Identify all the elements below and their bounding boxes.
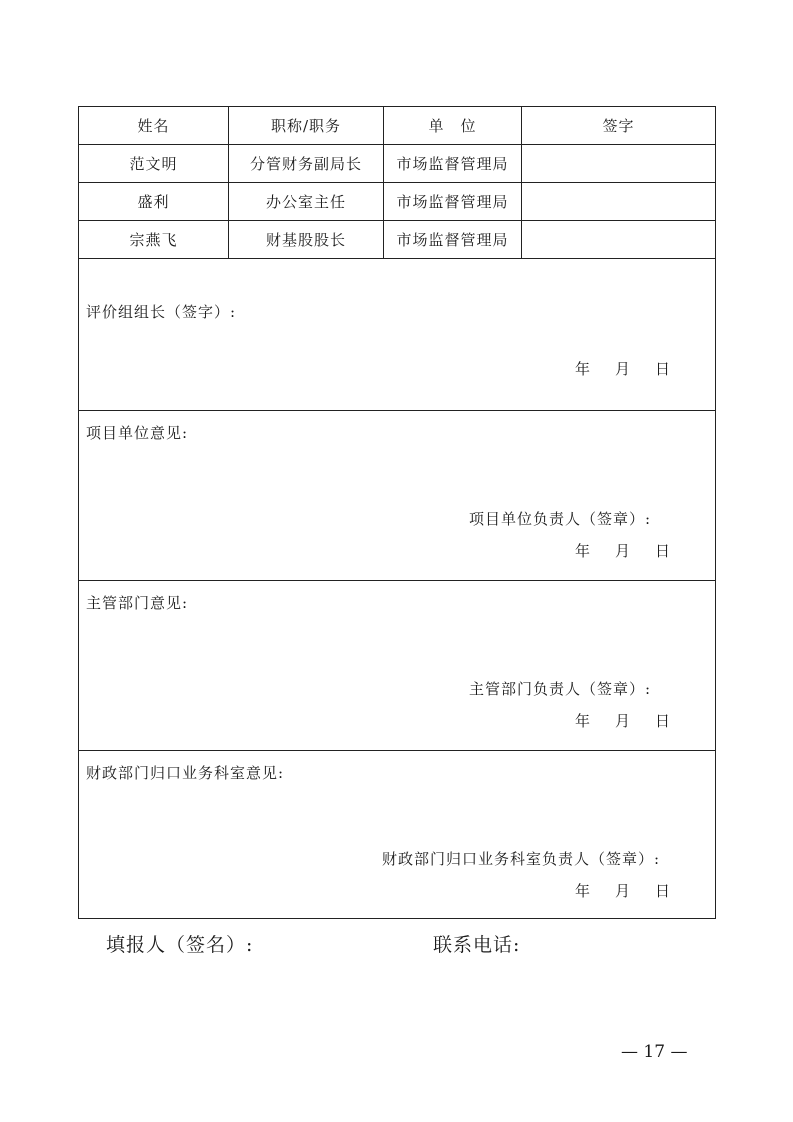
project-unit-opinion-label: 项目单位意见: <box>86 424 189 442</box>
supervisor-signer-label: 主管部门负责人（签章）: <box>468 680 651 698</box>
finance-section[interactable] <box>79 751 715 918</box>
member-name: 盛利 <box>79 183 229 220</box>
table-header-row <box>79 107 715 145</box>
finance-date: 年 月 日 <box>574 882 671 900</box>
filler-signature-label: 填报人（签名）: <box>106 934 254 956</box>
evaluation-form <box>78 106 716 919</box>
member-signature[interactable] <box>522 183 715 220</box>
leader-date: 年 月 日 <box>574 360 671 378</box>
member-title: 分管财务副局长 <box>229 145 384 182</box>
leader-section[interactable] <box>79 259 715 411</box>
member-unit: 市场监督管理局 <box>384 183 522 220</box>
supervisor-date: 年 月 日 <box>574 712 671 730</box>
member-title: 财基股股长 <box>229 221 384 258</box>
leader-signature-label: 评价组组长（签字）: <box>86 303 237 321</box>
project-unit-section[interactable] <box>79 411 715 581</box>
page-number: — 17 — <box>621 1042 688 1062</box>
project-unit-date: 年 月 日 <box>574 542 671 560</box>
member-name: 范文明 <box>79 145 229 182</box>
finance-opinion-label: 财政部门归口业务科室意见: <box>86 764 285 782</box>
project-unit-signer-label: 项目单位负责人（签章）: <box>468 510 651 528</box>
contact-phone-label: 联系电话: <box>433 934 521 956</box>
supervisor-section[interactable] <box>79 581 715 751</box>
member-signature[interactable] <box>522 221 715 258</box>
member-unit: 市场监督管理局 <box>384 145 522 182</box>
member-unit: 市场监督管理局 <box>384 221 522 258</box>
header-unit: 单 位 <box>384 107 522 144</box>
header-title: 职称/职务 <box>229 107 384 144</box>
table-row <box>79 221 715 259</box>
member-name: 宗燕飞 <box>79 221 229 258</box>
header-signature: 签字 <box>602 117 635 135</box>
supervisor-opinion-label: 主管部门意见: <box>86 594 189 612</box>
table-row <box>79 183 715 221</box>
header-name: 姓名 <box>79 107 229 144</box>
member-signature[interactable] <box>522 145 715 182</box>
member-title: 办公室主任 <box>229 183 384 220</box>
table-row <box>79 145 715 183</box>
finance-signer-label: 财政部门归口业务科室负责人（签章）: <box>381 850 660 868</box>
